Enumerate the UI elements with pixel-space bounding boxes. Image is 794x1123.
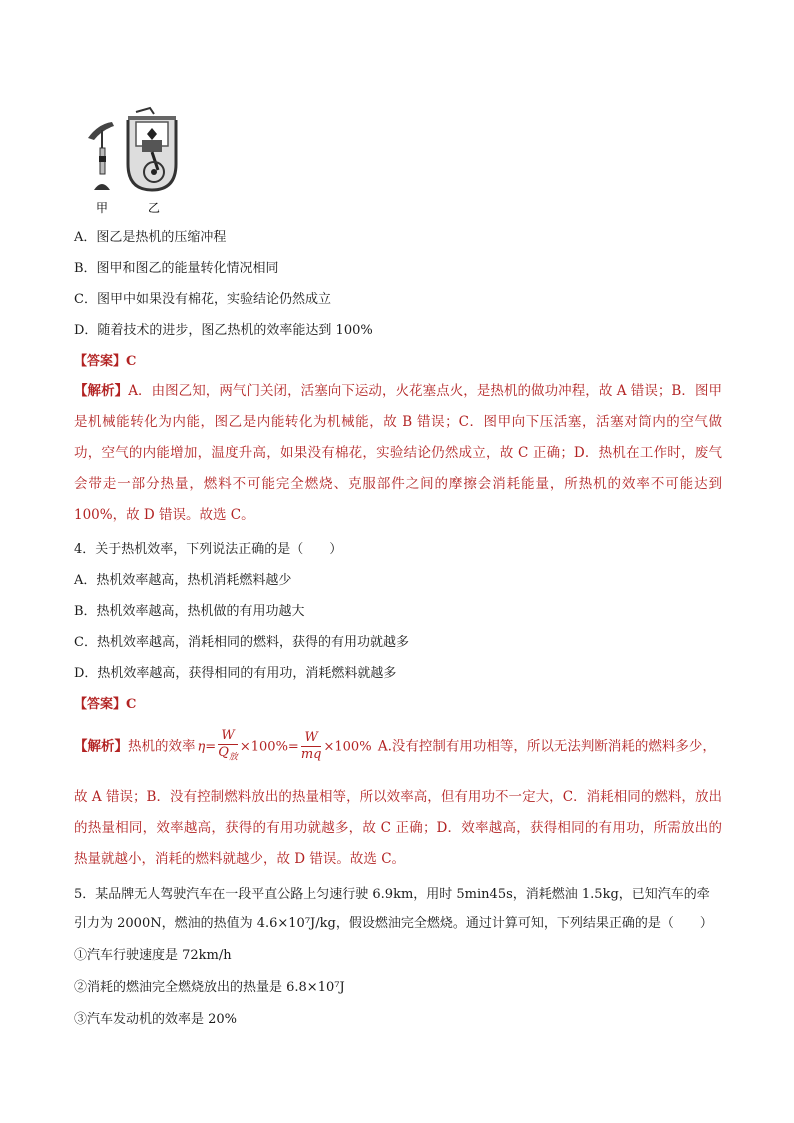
q4-option-a: A．热机效率越高，热机消耗燃料越少 xyxy=(74,573,292,588)
q4-answer-value: C xyxy=(126,697,137,712)
q4-answer xyxy=(74,695,136,715)
q3-analysis xyxy=(74,376,722,531)
formula-denominator-1 xyxy=(218,745,238,766)
figure-label-yi: 乙 xyxy=(148,201,161,215)
q4-stem: 4．关于热机效率，下列说法正确的是（ ） xyxy=(74,542,343,557)
q3-analysis-text: A．由图乙知，两气门关闭，活塞向下运动，火花塞点火，是热机的做功冲程，故 A 错误；B．图甲是机械能转化为内能，图乙是内能转化为机械能，故 B 错误；C．图甲向下压活塞，活塞对筒内的空气做功，空气的内能增加，温度升高，如果没有棉花，实验结论仍然成立，故 C 正确；D．热机在工作时，废气会带走一部分热量，燃料不可能完全燃烧、克服部件之间的摩擦会消耗能量，所热机的效率不可能达到 100%，故 D 错误。故选 C。 xyxy=(74,383,722,523)
heat-engine-figure xyxy=(84,104,208,216)
figure-label-jia: 甲 xyxy=(96,201,109,215)
efficiency-formula xyxy=(198,728,372,766)
q5-item-2: ②消耗的燃油完全燃烧放出的热量是 6.8×10⁷J xyxy=(74,980,345,995)
q5-stem-line1: 5．某品牌无人驾驶汽车在一段平直公路上匀速行驶 6.9km，用时 5min45s，消耗燃油 1.5kg，已知汽车的牵 xyxy=(74,887,710,902)
q4-analysis-text-1: A.没有控制有用功相等，所以无法判断消耗的燃料多少， xyxy=(373,738,716,755)
q3-option-d: D．随着技术的进步，图乙热机的效率能达到 100% xyxy=(74,323,373,338)
formula-numerator-2: W xyxy=(301,730,322,747)
q3-option-b: B．图甲和图乙的能量转化情况相同 xyxy=(74,261,279,276)
formula-den1-symbol: Q xyxy=(218,745,229,760)
compression-tube-icon xyxy=(88,122,114,190)
q4-option-b: B．热机效率越高，热机做的有用功越大 xyxy=(74,604,305,619)
q5-item-1: ①汽车行驶速度是 72km/h xyxy=(74,948,232,963)
formula-fraction-1 xyxy=(218,728,238,766)
q4-analysis-line1 xyxy=(74,728,722,766)
q3-answer-value: C xyxy=(126,354,137,369)
q3-answer-label: 【答案】 xyxy=(74,354,127,369)
q4-option-d: D．热机效率越高，获得相同的有用功，消耗燃料就越多 xyxy=(74,666,397,681)
formula-eta: η= xyxy=(197,739,217,755)
q4-answer-label: 【答案】 xyxy=(74,697,127,712)
q4-option-c: C．热机效率越高，消耗相同的燃料，获得的有用功就越多 xyxy=(74,635,409,650)
q3-analysis-label: 【解析】 xyxy=(74,383,129,399)
formula-times-2: ×100% xyxy=(323,739,372,755)
q5-stem-line2: 引力为 2000N，燃油的热值为 4.6×10⁷J/kg，假设燃油完全燃烧。通过计算可知，下列结果正确的是（ ） xyxy=(74,916,713,931)
q3-option-c: C．图甲中如果没有棉花，实验结论仍然成立 xyxy=(74,292,331,307)
q3-answer xyxy=(74,352,136,372)
q4-analysis-line2: 故 A 错误；B．没有控制燃料放出的热量相等，所以效率高，但有用功不一定大，C．消耗相同的燃料，放出的热量相同，效率越高，获得的有用功就越多，故 C 正确；D．效率越高，获得相同的有用功，所需放出的热量就越小，消耗的燃料就越少，故 D 错误。故选 C。 xyxy=(74,789,722,867)
formula-numerator-1: W xyxy=(218,728,238,745)
formula-fraction-2 xyxy=(301,730,322,763)
q5-item-3: ③汽车发动机的效率是 20% xyxy=(74,1012,238,1027)
formula-denominator-2: mq xyxy=(300,747,322,763)
q4-analysis-prefix: 热机的效率 xyxy=(128,738,196,755)
formula-times-1: ×100%= xyxy=(239,739,299,755)
formula-den1-sub: 放 xyxy=(228,752,238,763)
q4-analysis-label: 【解析】 xyxy=(74,738,128,755)
engine-cylinder-icon xyxy=(128,108,176,190)
q3-option-a: A．图乙是热机的压缩冲程 xyxy=(74,230,227,245)
